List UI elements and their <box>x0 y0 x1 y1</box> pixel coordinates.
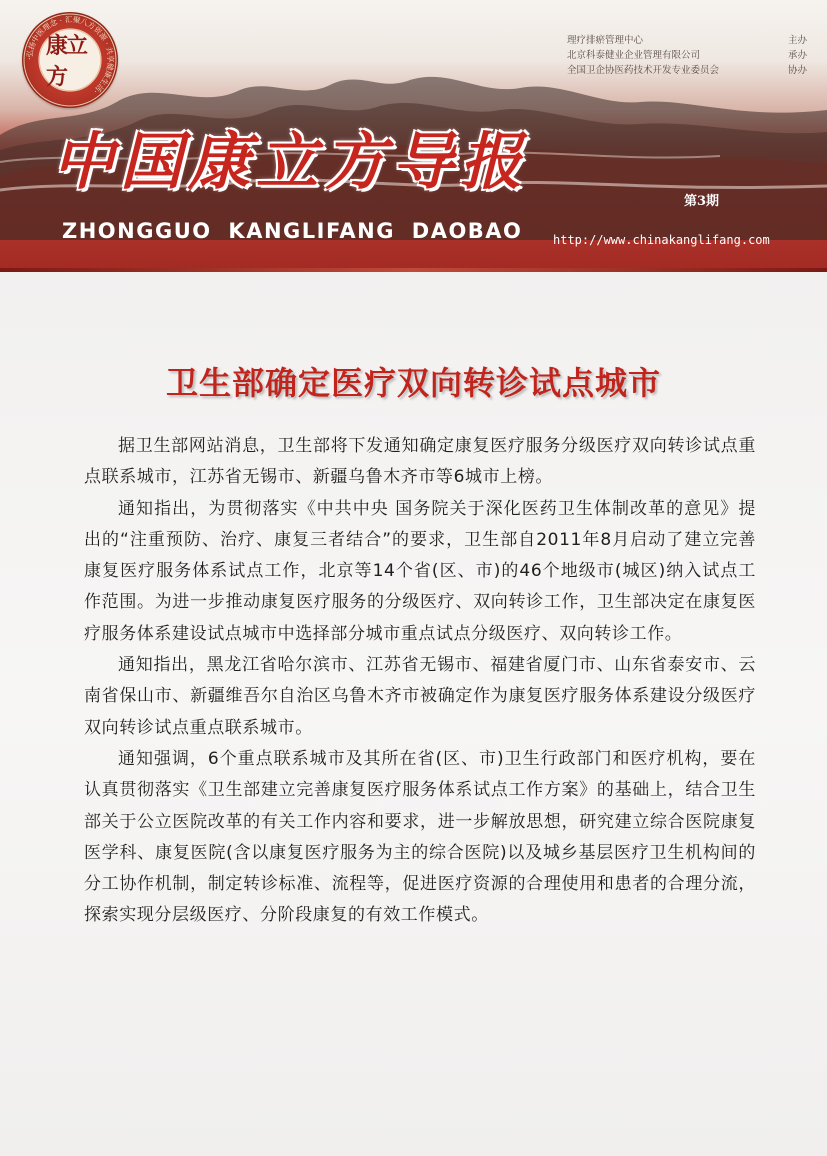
sponsor-list <box>567 33 807 78</box>
sponsor-role: 承办 <box>787 50 807 61</box>
sponsor-name: 全国卫企协医药技术开发专业委员会 <box>567 65 720 76</box>
masthead-banner <box>0 0 827 268</box>
banner-divider <box>0 268 827 272</box>
seal-logo <box>22 12 118 108</box>
sponsor-row <box>567 63 807 78</box>
seal-ring-text: ·弘扬中医理念 · 汇聚八方资源 · 共享健康生活· <box>24 14 116 96</box>
sponsor-row <box>567 48 807 63</box>
article-headline: 卫生部确定医疗双向转诊试点城市 <box>165 364 661 402</box>
article-paragraph: 通知指出，黑龙江省哈尔滨市、江苏省无锡市、福建省厦门市、山东省泰安市、云南省保山市、新疆维吾尔自治区乌鲁木齐市被确定作为康复医疗服务体系建设分级医疗双向转诊试点重点联系城市。 <box>84 655 756 738</box>
article-body <box>84 431 756 932</box>
article-paragraph: 通知强调，6个重点联系城市及其所在省(区、市)卫生行政部门和医疗机构，要在认真贯彻落实《卫生部建立完善康复医疗服务体系试点工作方案》的基础上，结合卫生部关于公立医院改革的有关工作内容和要求，进一步解放思想，研究建立综合医院康复医学科、康复医院(含以康复医疗服务为主的综合医院)以及城乡基层医疗卫生机构间的分工协作机制，制定转诊标准、流程等，促进医疗资源的合理使用和患者的合理分流，探索实现分层级医疗、分阶段康复的有效工作模式。 <box>84 748 756 926</box>
article-paragraph: 通知指出，为贯彻落实《中共中央 国务院关于深化医药卫生体制改革的意见》提出的“注重预防、治疗、康复三者结合”的要求，卫生部自2011年8月启动了建立完善康复医疗服务体系试点工作，北京等14个省(区、市)的46个地级市(城区)纳入试点工作范围。为进一步推动康复医疗服务的分级医疗、双向转诊工作，卫生部决定在康复医疗服务体系建设试点城市中选择部分城市重点试点分级医疗、双向转诊工作。 <box>84 498 756 644</box>
seal-center-text: 康立方 <box>46 33 87 90</box>
sponsor-name: 北京科泰健业企业管理有限公司 <box>567 50 701 61</box>
issue-number: 第3期 <box>684 194 720 209</box>
website-url: http://www.chinakanglifang.com <box>553 233 770 247</box>
article-paragraph: 据卫生部网站消息，卫生部将下发通知确定康复医疗服务分级医疗双向转诊试点重点联系城市，江苏省无锡市、新疆乌鲁木齐市等6城市上榜。 <box>84 436 756 488</box>
sponsor-name: 理疗排瘀管理中心 <box>567 35 644 46</box>
masthead-title: 中国康立方导报 <box>52 125 529 198</box>
masthead-pinyin: ZHONGGUO KANGLIFANG DAOBAO <box>62 219 523 243</box>
sponsor-row <box>567 33 807 48</box>
sponsor-role: 协办 <box>787 65 807 76</box>
sponsor-role: 主办 <box>787 35 807 46</box>
